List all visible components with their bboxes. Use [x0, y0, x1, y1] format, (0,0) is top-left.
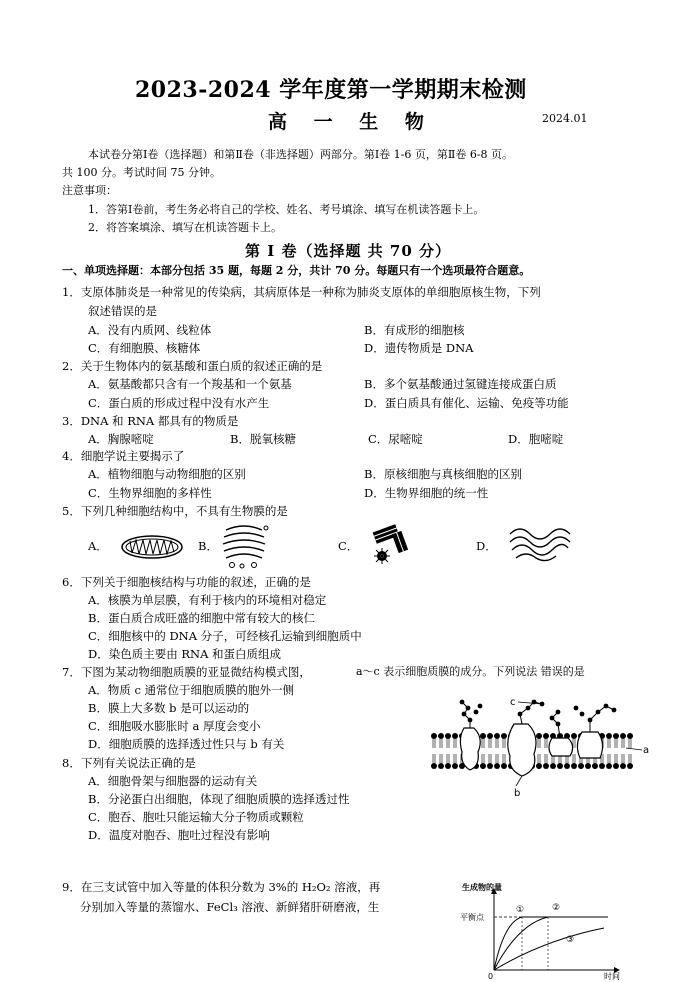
q5-stem: 5．下列几种细胞结构中，不具有生物膜的是 — [62, 504, 288, 518]
q7-option-b: B．膜上大多数 b 是可以运动的 — [88, 701, 250, 715]
subject-title: 高 一 生 物 — [268, 111, 434, 133]
q1-option-b: B．有成形的细胞核 — [364, 323, 465, 337]
phospholipid-tail — [489, 739, 491, 748]
q3-stem: 3．DNA 和 RNA 都具有的物质是 — [62, 414, 239, 428]
q6-stem: 6．下列关于细胞核结构与功能的叙述，正确的是 — [62, 575, 311, 589]
phospholipid-tail — [433, 754, 435, 763]
phospholipid-tail — [496, 754, 498, 763]
centrosome-figure — [366, 520, 416, 566]
phospholipid-head — [452, 763, 458, 769]
phospholipid-head — [445, 733, 451, 739]
q8-option-a: A．细胞骨架与细胞器的运动有关 — [88, 774, 258, 788]
phospholipid-tail — [608, 739, 610, 748]
q7-option-a: A．物质 c 通常位于细胞质膜的胞外一侧 — [88, 683, 295, 697]
phospholipid-head — [536, 733, 542, 739]
phospholipid-tail — [538, 754, 540, 763]
phospholipid-tail — [615, 754, 617, 763]
phospholipid-tail — [447, 739, 449, 748]
q9-stem: 9．在三支试管中加入等量的体积分数为 3%的 H₂O₂ 溶液，再 — [62, 880, 381, 894]
phospholipid-tail — [538, 739, 540, 748]
phospholipid-head — [480, 763, 486, 769]
q2-option-d: D．蛋白质具有催化、运输、免疫等功能 — [364, 396, 569, 410]
q1-option-d: D．遗传物质是 DNA — [364, 341, 474, 355]
phospholipid-head — [543, 763, 549, 769]
q3-option-a: A．胸腺嘧啶 — [88, 432, 154, 446]
phospholipid-tail — [545, 754, 547, 763]
phospholipid-tail — [440, 754, 442, 763]
phospholipid-head — [445, 763, 451, 769]
graph-level-label: 平衡点 — [460, 913, 484, 922]
phospholipid-head — [438, 733, 444, 739]
q2-stem: 2．关于生物体内的氨基酸和蛋白质的叙述正确的是 — [62, 359, 323, 373]
q3-option-b: B．脱氧核糖 — [230, 432, 296, 446]
q7-stem: 7．下图为某动物细胞质膜的亚显微结构模式图， — [62, 665, 311, 679]
q6-option-c: C．细胞核中的 DNA 分子，可经核孔运输到细胞质中 — [88, 629, 362, 643]
phospholipid-tail — [454, 739, 456, 748]
q1-stem-cont: 叙述错误的是 — [88, 304, 157, 318]
q6-option-b: B．蛋白质合成旺盛的细胞中常有较大的核仁 — [88, 611, 315, 625]
q8-stem: 8．下列有关说法正确的是 — [62, 756, 196, 770]
endoplasmic-reticulum-figure — [506, 524, 574, 564]
phospholipid-head — [613, 733, 619, 739]
q5-option-c: C． — [338, 539, 359, 553]
phospholipid-head — [578, 763, 584, 769]
figure-label-a: a — [643, 745, 650, 756]
phospholipid-head — [452, 733, 458, 739]
curve-3-label: ③ — [566, 935, 575, 945]
phospholipid-tail — [489, 754, 491, 763]
q8-option-b: B．分泌蛋白出细胞，体现了细胞质膜的选择透过性 — [88, 792, 350, 806]
phospholipid-tail — [482, 739, 484, 748]
phospholipid-head — [606, 763, 612, 769]
q7-option-d: D．细胞质膜的选择透过性只与 b 有关 — [88, 737, 285, 751]
phospholipid-head — [627, 733, 633, 739]
phospholipid-head — [480, 733, 486, 739]
reaction-graph — [458, 880, 628, 980]
phospholipid-head — [543, 733, 549, 739]
q7-stem-tail: a～c 表示细胞质膜的成分。下列说法 错误的是 — [356, 665, 585, 678]
phospholipid-tail — [622, 739, 624, 748]
phospholipid-tail — [503, 739, 505, 748]
q1-stem: 1．支原体肺炎是一种常见的传染病，其病原体是一种称为肺炎支原体的单细胞原核生物，下列 — [62, 285, 541, 299]
q2-option-a: A．氨基酸都只含有一个羧基和一个氨基 — [88, 377, 292, 391]
phospholipid-tail — [433, 739, 435, 748]
phospholipid-head — [606, 733, 612, 739]
phospholipid-tail — [608, 754, 610, 763]
phospholipid-head — [494, 763, 500, 769]
phospholipid-tail — [496, 739, 498, 748]
phospholipid-tail — [454, 754, 456, 763]
phospholipid-tail — [573, 754, 575, 763]
note-1: 1．答第Ⅰ卷前，考生务必将自己的学校、姓名、考号填涂、填写在机读答题卡上。 — [88, 203, 485, 216]
q7-option-c: C．细胞吸水膨胀时 a 厚度会变小 — [88, 719, 261, 733]
phospholipid-head — [536, 763, 542, 769]
phospholipid-head — [627, 763, 633, 769]
q5-option-a: A． — [88, 539, 108, 553]
notes-title: 注意事项： — [62, 184, 117, 197]
phospholipid-head — [438, 763, 444, 769]
q2-option-b: B．多个氨基酸通过氢键连接成蛋白质 — [364, 377, 557, 391]
phospholipid-head — [487, 763, 493, 769]
phospholipid-head — [487, 733, 493, 739]
q4-option-b: B．原核细胞与真核细胞的区别 — [364, 467, 522, 481]
phospholipid-head — [564, 763, 570, 769]
phospholipid-head — [571, 733, 577, 739]
phospholipid-head — [501, 733, 507, 739]
cell-membrane-figure — [430, 690, 650, 800]
phospholipid-tail — [615, 739, 617, 748]
exam-date: 2024.01 — [542, 112, 588, 125]
phospholipid-head — [557, 763, 563, 769]
phospholipid-head — [571, 763, 577, 769]
graph-origin-label: 0 — [488, 972, 494, 980]
phospholipid-tail — [447, 754, 449, 763]
phospholipid-head — [585, 763, 591, 769]
phospholipid-head — [550, 763, 556, 769]
q3-option-d: D．胞嘧啶 — [508, 432, 564, 446]
q4-option-c: C．生物界细胞的多样性 — [88, 486, 212, 500]
figure-label-c: c — [510, 697, 516, 708]
q1-option-c: C．有细胞膜、核糖体 — [88, 341, 201, 355]
phospholipid-tail — [622, 754, 624, 763]
phospholipid-head — [494, 733, 500, 739]
phospholipid-head — [431, 733, 437, 739]
q1-option-a: A．没有内质网、线粒体 — [88, 323, 212, 337]
section-title: 第 Ⅰ 卷（选择题 共 70 分） — [245, 242, 452, 260]
curve-1-label: ① — [516, 905, 525, 915]
mitochondrion-figure — [120, 533, 184, 561]
q9-stem-cont: 分别加入等量的蒸馏水、FeCl₃ 溶液、新鲜猪肝研磨液，生 — [80, 900, 380, 914]
phospholipid-head — [599, 763, 605, 769]
q3-option-c: C．尿嘧啶 — [368, 432, 423, 446]
phospholipid-head — [592, 763, 598, 769]
graph-x-label: 时间 — [604, 972, 620, 980]
graph-y-label: 生成物的量 — [462, 883, 502, 892]
q4-stem: 4．细胞学说主要揭示了 — [62, 449, 185, 463]
phospholipid-head — [620, 763, 626, 769]
intro-line-2: 共 100 分。考试时间 75 分钟。 — [62, 166, 221, 179]
phospholipid-tail — [545, 739, 547, 748]
q2-option-c: C．蛋白质的形成过程中没有水产生 — [88, 396, 270, 410]
note-2: 2．将答案填涂、填写在机读答题卡上。 — [88, 221, 282, 234]
exam-title: 2023-2024 学年度第一学期期末检测 — [135, 77, 527, 103]
phospholipid-head — [613, 763, 619, 769]
q4-option-d: D．生物界细胞的统一性 — [364, 486, 489, 500]
part-instructions: 一、单项选择题：本部分包括 35 题，每题 2 分，共计 70 分。每题只有一个选项最符合题意。 — [62, 264, 531, 277]
phospholipid-tail — [503, 754, 505, 763]
phospholipid-tail — [482, 754, 484, 763]
phospholipid-head — [431, 763, 437, 769]
phospholipid-tail — [629, 739, 631, 748]
phospholipid-head — [501, 763, 507, 769]
q6-option-d: D．染色质主要由 RNA 和蛋白质组成 — [88, 647, 282, 661]
q6-option-a: A．核膜为单层膜，有利于核内的环境相对稳定 — [88, 593, 327, 607]
golgi-figure — [218, 520, 270, 570]
q5-option-b: B． — [198, 539, 218, 553]
curve-3 — [494, 928, 604, 970]
intro-line-1: 本试卷分第Ⅰ卷（选择题）和第Ⅱ卷（非选择题）两部分。第Ⅰ卷 1-6 页，第Ⅱ卷 6-8 页。 — [88, 148, 514, 161]
q8-option-d: D．温度对胞吞、胞吐过程没有影响 — [88, 828, 270, 842]
curve-2-label: ② — [552, 903, 561, 913]
phospholipid-tail — [573, 739, 575, 748]
phospholipid-tail — [440, 739, 442, 748]
q4-option-a: A．植物细胞与动物细胞的区别 — [88, 467, 246, 481]
figure-label-b: b — [514, 788, 521, 799]
phospholipid-tail — [629, 754, 631, 763]
phospholipid-head — [620, 733, 626, 739]
q8-option-c: C．胞吞、胞吐只能运输大分子物质或颗粒 — [88, 810, 304, 824]
q5-option-d: D． — [476, 539, 497, 553]
